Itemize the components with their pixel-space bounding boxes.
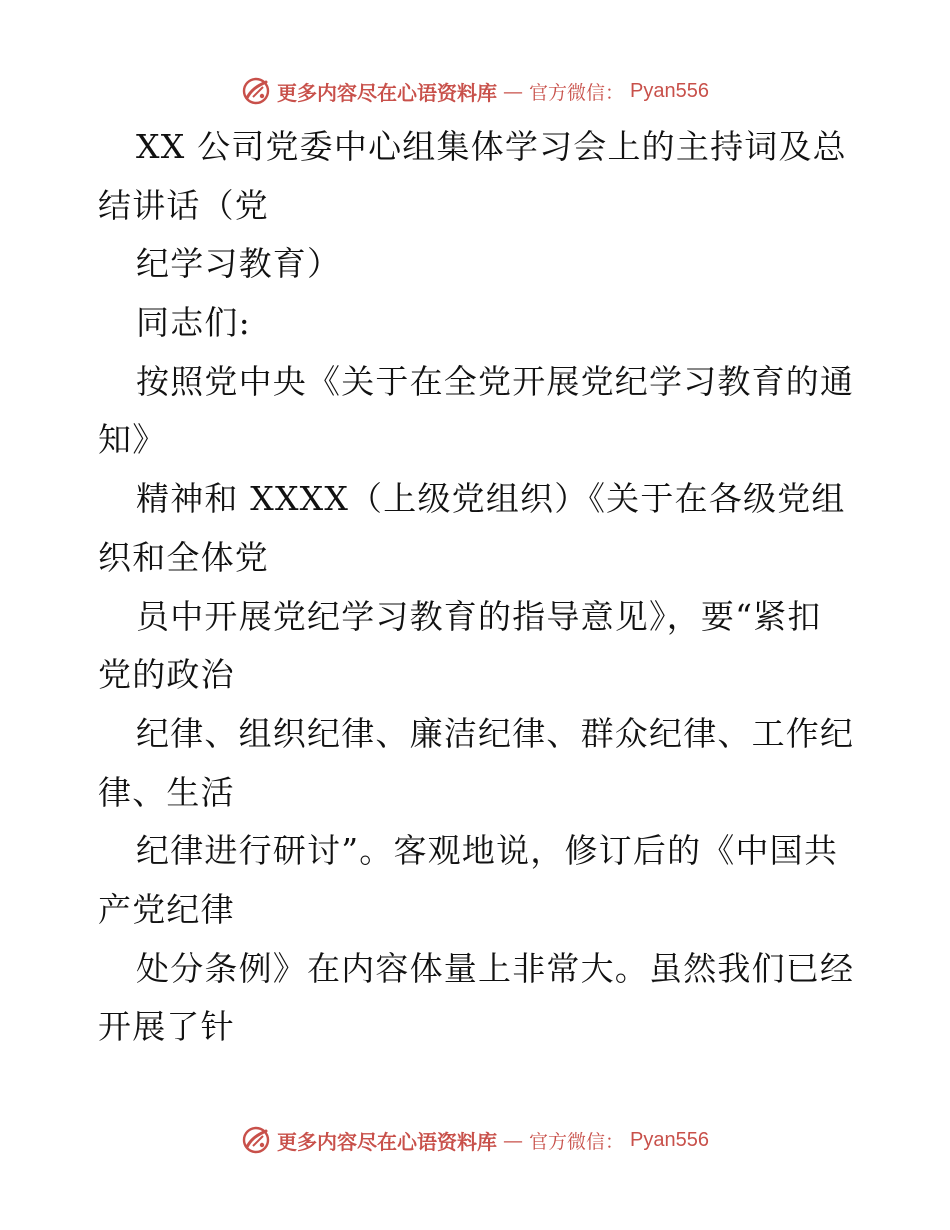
text-line: 按照党中央《关于在全党开展党纪学习教育的通: [136, 361, 855, 401]
watermark-text: 更多内容尽在心语资料库: [277, 1129, 497, 1154]
brush-logo-icon: [241, 76, 271, 106]
text-line: 结讲话（党: [98, 185, 269, 225]
text-line: 知》: [98, 420, 167, 460]
watermark-dash: —: [503, 79, 523, 103]
header-watermark: [0, 71, 950, 111]
text-line: 开展了针: [98, 1007, 235, 1047]
text-line: 党的政治: [98, 655, 235, 695]
watermark-wechat-id: Pyan556: [630, 79, 709, 102]
text-line: 纪律进行研讨”。客观地说，修订后的《中国共: [136, 831, 839, 871]
watermark-label: 官方微信：: [529, 1130, 625, 1153]
watermark-dash: —: [503, 1128, 523, 1152]
text-line: 产党纪律: [98, 889, 235, 929]
text-line: 同志们:: [136, 303, 251, 343]
text-line: 员中开展党纪学习教育的指导意见》，要“紧扣: [136, 596, 822, 636]
watermark-label: 官方微信：: [529, 81, 625, 104]
text-line: 纪学习教育）: [136, 244, 342, 284]
text-line: 精神和 XXXX（上级党组织）《关于在各级党组: [136, 479, 846, 519]
document-body: [98, 118, 858, 1057]
text-line: 律、生活: [98, 772, 235, 812]
text-line: XX 公司党委中心组集体学习会上的主持词及总: [136, 127, 847, 166]
text-line: 处分条例》在内容体量上非常大。虽然我们已经: [136, 948, 855, 988]
text-line: 纪律、组织纪律、廉洁纪律、群众纪律、工作纪: [136, 713, 855, 753]
brush-logo-icon: [241, 1125, 271, 1155]
footer-watermark: [0, 1120, 950, 1160]
watermark-wechat-id: Pyan556: [630, 1128, 709, 1151]
text-line: 织和全体党: [98, 537, 269, 577]
watermark-text: 更多内容尽在心语资料库: [277, 80, 497, 105]
